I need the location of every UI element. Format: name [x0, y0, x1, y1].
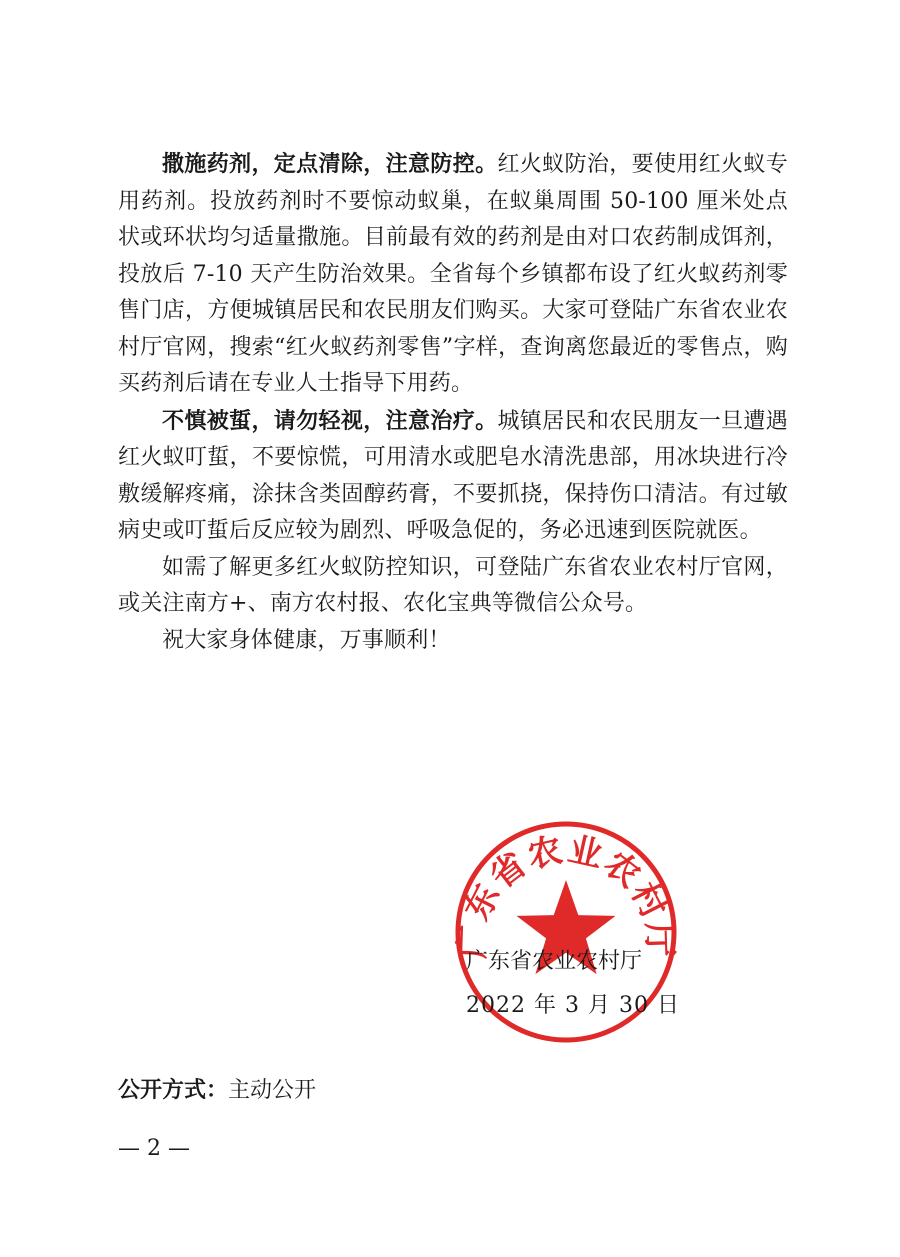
paragraph-text: 红火蚁防治，要使用红火蚁专用药剂。投放药剂时不要惊动蚁巢，在蚁巢周围 50-100 厘米处点状或环状均匀适量撒施。目前最有效的药剂是由对口农药制成饵剂，投放后 7-10 天产生防治效果。全省每个乡镇都布设了红火蚁药剂零售门店，方便城镇居民和农民朋友们购买。大家可登陆广东省农业农村厅官网，搜索“红火蚁药剂零售”字样，查询离您最近的零售点，购买药剂后请在专业人士指导下用药。 — [118, 152, 788, 396]
disclosure-label: 公开方式： — [118, 1078, 229, 1103]
paragraph-wishes — [118, 623, 788, 660]
paragraph-text: 祝大家身体健康，万事顺利！ — [162, 627, 451, 653]
document-body — [118, 146, 788, 659]
paragraph-text: 城镇居民和农民朋友一旦遭遇红火蚁叮蜇，不要惊慌，可用清水或肥皂水清洗患部，用冰块进行冷敷缓解疼痛，涂抹含类固醇药膏，不要抓挠，保持伤口清洁。有过敏病史或叮蜇后反应较为剧烈、呼吸急促的，务必迅速到医院就医。 — [118, 408, 788, 543]
signature-block — [466, 944, 680, 1024]
disclosure-value: 主动公开 — [228, 1078, 317, 1103]
paragraph-lead: 撒施药剂，定点清除，注意防控。 — [162, 151, 498, 177]
seal-lettering: 广东省农业农村厅 — [452, 829, 680, 960]
issue-date: 2022 年 3 月 30 日 — [466, 993, 680, 1018]
paragraph-pesticide — [118, 146, 788, 403]
paragraph-text: 如需了解更多红火蚁防控知识，可登陆广东省农业农村厅官网，或关注南方+、南方农村报、农化宝典等微信公众号。 — [118, 554, 788, 616]
disclosure-method — [118, 1076, 316, 1106]
issuing-organization: 广东省农业农村厅 — [466, 949, 643, 974]
paragraph-more-info — [118, 550, 788, 623]
page-number: — 2 — — [118, 1136, 190, 1161]
paragraph-lead: 不慎被蜇，请勿轻视，注意治疗。 — [162, 407, 498, 434]
paragraph-treatment — [118, 403, 788, 550]
